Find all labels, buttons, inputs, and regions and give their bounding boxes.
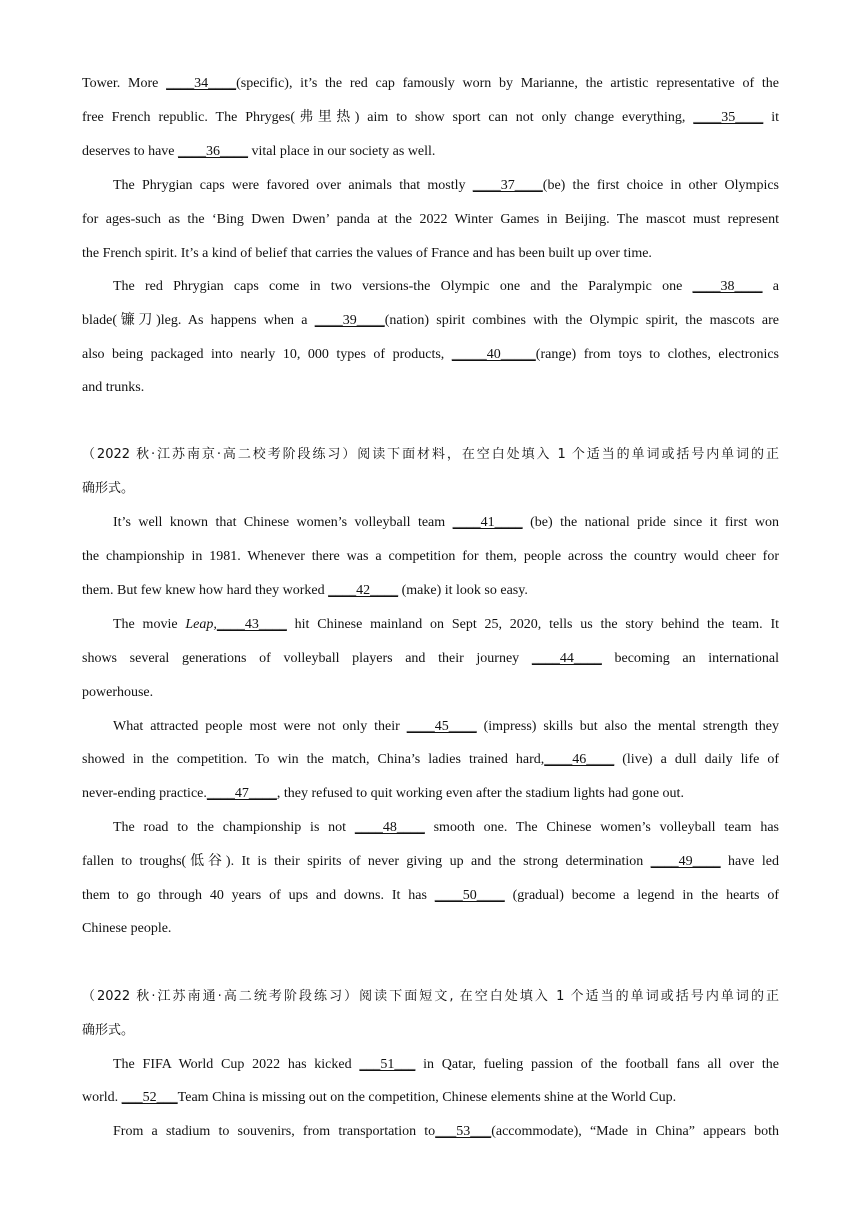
text-line	[82, 684, 779, 702]
answer-blank[interactable]: ____47____	[206, 786, 277, 801]
text-run: (be) the first choice in other Olympics	[542, 178, 779, 193]
text-line	[82, 143, 779, 161]
section-instruction: 确形式。	[82, 1023, 135, 1038]
answer-blank[interactable]: ____39____	[314, 313, 385, 328]
text-run: , they refused to quit working even after the stadium lights had gone out.	[276, 786, 684, 801]
text-run: the championship in 1981. Whenever there was a competition for them, people across the country would cheer for	[82, 549, 779, 564]
text-line	[82, 887, 779, 905]
answer-blank[interactable]: ____48____	[354, 820, 425, 835]
text-line	[113, 718, 779, 736]
text-line	[113, 616, 779, 634]
text-line	[82, 379, 779, 397]
answer-blank[interactable]: ___53___	[435, 1124, 492, 1139]
text-run: (gradual) become a legend in the hearts of	[504, 888, 780, 903]
answer-blank[interactable]: ____41____	[452, 515, 523, 530]
text-run: (make) it look so easy.	[398, 583, 528, 598]
section-instruction: 确形式。	[82, 481, 135, 496]
text-run: hit Chinese mainland on Sept 25, 2020, tells us the story behind the team. It	[286, 617, 780, 632]
text-run: shows several generations of volleyball players and their journey	[82, 651, 532, 666]
text-run: blade(镰刀)leg. As happens when a	[82, 313, 315, 328]
text-line	[82, 109, 779, 127]
text-run: for ages-such as the ‘Bing Dwen Dwen’ panda at the 2022 Winter Games in Beijing. The mascot must represent	[82, 212, 779, 227]
text-line	[82, 312, 779, 330]
text-line	[113, 1056, 779, 1074]
text-run: a	[762, 279, 779, 294]
text-run: The red Phrygian caps come in two versions-the Olympic one and the Paralympic one	[113, 279, 693, 294]
text-line	[113, 819, 779, 837]
text-run: have led	[720, 854, 779, 869]
text-run: deserves to have	[82, 144, 179, 159]
text-run: Chinese people.	[82, 921, 172, 936]
text-run: free French republic. The Phryges(弗里热) aim to show sport can not only change everything,	[82, 110, 694, 125]
section-instruction: （2022 秋·江苏南通·高二统考阶段练习）阅读下面短文, 在空白处填入 1 个适当的单词或括号内单词的正	[82, 989, 779, 1004]
text-run: From a stadium to souvenirs, from transportation to	[113, 1124, 436, 1139]
answer-blank[interactable]: ____34____	[166, 76, 237, 91]
text-run: world.	[82, 1090, 122, 1105]
answer-blank[interactable]: ____44____	[531, 651, 602, 666]
text-run: (impress) skills but also the mental strength they	[476, 719, 780, 734]
answer-blank[interactable]: ____49____	[650, 854, 721, 869]
answer-blank[interactable]: ____42____	[328, 583, 399, 598]
text-line	[82, 346, 779, 364]
text-run: vital place in our society as well.	[248, 144, 436, 159]
answer-blank[interactable]: ____36____	[178, 144, 249, 159]
text-run: fallen to troughs(低谷). It is their spirits of never giving up and the strong determination	[82, 854, 651, 869]
text-line	[82, 75, 779, 93]
answer-blank[interactable]: ____35____	[693, 110, 764, 125]
answer-blank[interactable]: ____45____	[406, 719, 477, 734]
italic-title: Leap,	[185, 617, 217, 632]
text-run: also being packaged into nearly 10, 000 types of products,	[82, 347, 452, 362]
text-line	[82, 211, 779, 229]
text-line	[82, 1089, 779, 1107]
text-run: (be) the national pride since it first won	[522, 515, 779, 530]
text-line	[82, 548, 779, 566]
text-line	[113, 1123, 779, 1141]
text-line	[82, 751, 779, 769]
text-line	[82, 853, 779, 871]
answer-blank[interactable]: ____50____	[434, 888, 505, 903]
answer-blank[interactable]: ___51___	[359, 1057, 416, 1072]
text-line	[82, 920, 779, 938]
text-run: powerhouse.	[82, 685, 154, 700]
text-run: showed in the competition. To win the match, China’s ladies trained hard,	[82, 752, 545, 767]
text-run: the French spirit. It’s a kind of belief that carries the values of France and has been built up over time.	[82, 246, 652, 261]
text-line	[113, 278, 779, 296]
text-line	[82, 582, 779, 600]
text-run: Tower. More	[82, 76, 167, 91]
text-run: It’s well known that Chinese women’s volleyball team	[113, 515, 453, 530]
answer-blank[interactable]: ___52___	[121, 1090, 178, 1105]
text-run: The road to the championship is not	[113, 820, 355, 835]
answer-blank[interactable]: ____37____	[472, 178, 543, 193]
text-run: becoming an international	[601, 651, 779, 666]
text-run: (range) from toys to clothes, electronics	[535, 347, 779, 362]
answer-blank[interactable]: ____46____	[544, 752, 615, 767]
text-run: in Qatar, fueling passion of the football fans all over the	[415, 1057, 779, 1072]
text-line	[113, 177, 779, 195]
text-run: (specific), it’s the red cap famously worn by Marianne, the artistic representative of the	[236, 76, 780, 91]
text-line	[113, 514, 779, 532]
section-instruction: （2022 秋·江苏南京·高二校考阶段练习）阅读下面材料，在空白处填入 1 个适当的单词或括号内单词的正	[82, 447, 779, 462]
text-run: The movie	[113, 617, 186, 632]
text-run: smooth one. The Chinese women’s volleyball team has	[424, 820, 779, 835]
text-run: them. But few knew how hard they worked	[82, 583, 329, 598]
text-run: them to go through 40 years of ups and downs. It has	[82, 888, 435, 903]
text-line	[82, 785, 779, 803]
text-line	[82, 650, 779, 668]
text-line	[82, 245, 779, 263]
text-run: it	[763, 110, 780, 125]
answer-blank[interactable]: _____40_____	[451, 347, 536, 362]
answer-blank[interactable]: ____38____	[692, 279, 763, 294]
text-run: The Phrygian caps were favored over animals that mostly	[113, 178, 473, 193]
text-run: The FIFA World Cup 2022 has kicked	[113, 1057, 360, 1072]
text-run: Team China is missing out on the competition, Chinese elements shine at the World Cup.	[177, 1090, 677, 1105]
text-run: What attracted people most were not only their	[113, 719, 407, 734]
text-run: (accommodate), “Made in China” appears both	[491, 1124, 780, 1139]
text-run: (nation) spirit combines with the Olympic spirit, the mascots are	[384, 313, 779, 328]
text-run: and trunks.	[82, 380, 145, 395]
text-run: never-ending practice.	[82, 786, 207, 801]
text-run: (live) a dull daily life of	[614, 752, 780, 767]
answer-blank[interactable]: ____43____	[216, 617, 287, 632]
